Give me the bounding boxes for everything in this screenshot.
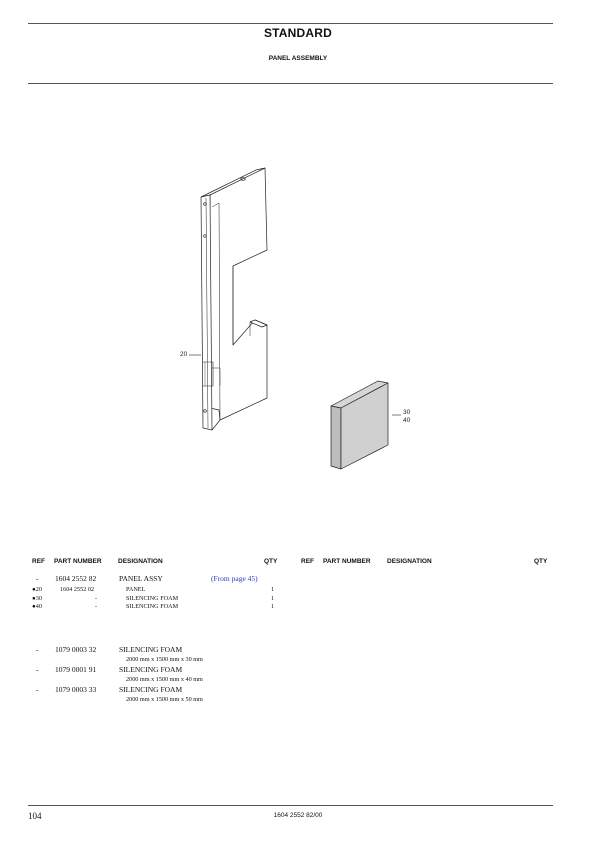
foam-block-face (341, 383, 388, 469)
col-qty-header: QTY (264, 558, 278, 565)
col-designation-header-right: DESIGNATION (387, 558, 432, 565)
table-row (0, 696, 290, 706)
table-row (0, 603, 290, 613)
row-qty: 1 (271, 586, 275, 593)
row-designation: SILENCING FOAM (126, 595, 179, 602)
row-part-number: 1079 0003 32 (55, 645, 97, 654)
footer-rule (28, 805, 553, 806)
row-qty: 1 (271, 595, 275, 602)
page-number: 104 (28, 811, 42, 821)
row-part-number: - (95, 603, 98, 610)
panel-back-plate (210, 168, 267, 420)
row-designation: SILENCING FOAM (119, 645, 183, 654)
table-row (0, 645, 290, 655)
col-qty-header-right: QTY (534, 558, 548, 565)
row-part-number: 1604 2552 82 (55, 574, 97, 583)
row-designation: SILENCING FOAM (126, 603, 179, 610)
row-dimensions: 2000 mm x 1500 mm x 30 mm (126, 656, 203, 663)
callout-30: 30 (403, 409, 411, 416)
row-ref: - (36, 685, 39, 694)
col-designation-header: DESIGNATION (118, 558, 163, 565)
row-part-number: 1079 0003 33 (55, 685, 97, 694)
row-qty: 1 (271, 603, 275, 610)
row-part-number: 1079 0001 91 (55, 665, 97, 674)
row-designation: PANEL ASSY (119, 574, 163, 583)
from-page-link[interactable]: (From page 45) (211, 574, 258, 583)
callout-40: 40 (403, 417, 411, 424)
row-ref: ●20 (32, 586, 42, 593)
row-designation: SILENCING FOAM (119, 665, 183, 674)
document-code: 1604 2552 82/00 (273, 812, 323, 819)
col-ref-header-right: REF (301, 558, 314, 565)
callout-20: 20 (180, 351, 188, 358)
row-dimensions: 2000 mm x 1500 mm x 40 mm (126, 676, 203, 683)
table-row (0, 685, 290, 695)
row-ref: - (36, 665, 39, 674)
table-row (0, 574, 290, 584)
page-subtitle: PANEL ASSEMBLY (268, 55, 328, 62)
table-row (0, 665, 290, 675)
row-ref: ●40 (32, 603, 42, 610)
row-designation: SILENCING FOAM (119, 685, 183, 694)
page-title: STANDARD (263, 26, 333, 40)
foam-block-front (331, 406, 341, 469)
row-designation: PANEL (126, 586, 146, 593)
col-part-number-header-right: PART NUMBER (323, 558, 371, 565)
row-dimensions: 2000 mm x 1500 mm x 50 mm (126, 696, 203, 703)
row-ref: - (36, 574, 39, 583)
col-ref-header: REF (32, 558, 45, 565)
row-part-number: - (95, 595, 98, 602)
row-ref: ●30 (32, 595, 42, 602)
row-ref: - (36, 645, 39, 654)
col-part-number-header: PART NUMBER (54, 558, 102, 565)
row-part-number: 1604 2552 02 (60, 586, 95, 593)
